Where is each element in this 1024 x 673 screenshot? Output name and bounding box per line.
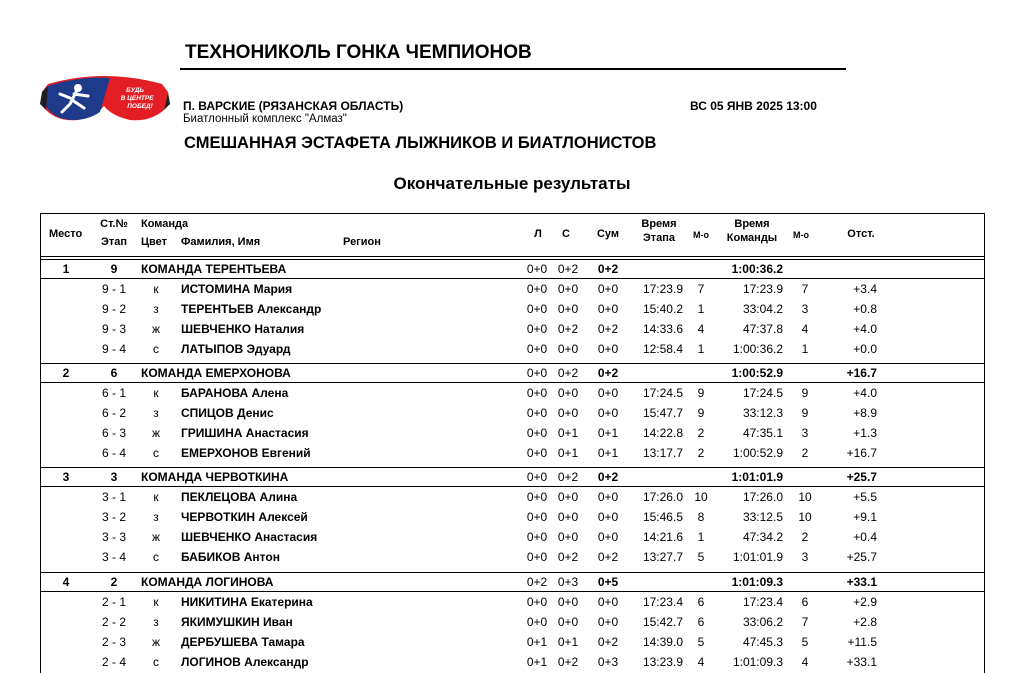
team-sum: 0+5: [597, 575, 619, 589]
venue: Биатлонный комплекс "Алмаз": [183, 113, 347, 125]
athlete-sum: 0+0: [597, 342, 619, 356]
athlete-stage: 9 - 2: [101, 302, 126, 316]
athlete-stage-rank: 9: [697, 386, 705, 400]
team-name: КОМАНДА ЧЕРВОТКИНА: [141, 470, 289, 484]
athlete-row: [41, 423, 984, 443]
team-time: 1:00:52.9: [731, 366, 783, 380]
athlete-row: [41, 383, 984, 403]
athlete-stage-rank: 5: [697, 550, 705, 564]
athlete-team-time: 1:01:01.9: [732, 550, 783, 564]
col-prone: Л: [534, 228, 542, 240]
athlete-prone: 0+0: [526, 490, 548, 504]
athlete-prone: 0+1: [526, 655, 548, 669]
team-behind: +33.1: [846, 575, 877, 589]
athlete-row: [41, 632, 984, 652]
athlete-team-rank: 10: [798, 510, 812, 524]
team-time: 1:00:36.2: [731, 262, 783, 276]
athlete-standing: 0+0: [557, 282, 579, 296]
athlete-stage-time: 14:39.0: [642, 635, 683, 649]
athlete-behind: +5.5: [853, 490, 877, 504]
athlete-color: ж: [151, 635, 161, 649]
athlete-team-time: 33:12.5: [742, 510, 783, 524]
team-standing: 0+2: [557, 262, 579, 276]
athlete-stage-rank: 1: [697, 342, 705, 356]
team-behind: +16.7: [846, 366, 877, 380]
athlete-behind: +4.0: [853, 386, 877, 400]
athlete-team-time: 1:00:52.9: [732, 446, 783, 460]
athlete-name: ШЕВЧЕНКО Анастасия: [181, 530, 318, 544]
athlete-behind: +33.1: [846, 655, 877, 669]
athlete-sum: 0+0: [597, 490, 619, 504]
athlete-standing: 0+0: [557, 510, 579, 524]
athlete-prone: 0+0: [526, 595, 548, 609]
athlete-stage-rank: 4: [697, 322, 705, 336]
col-stage: Этап: [101, 236, 127, 248]
team-place: 4: [62, 575, 70, 589]
athlete-team-rank: 5: [801, 635, 809, 649]
athlete-behind: +1.3: [853, 426, 877, 440]
event-datetime: ВС 05 ЯНВ 2025 13:00: [690, 99, 817, 113]
athlete-color: ж: [151, 530, 161, 544]
team-place: 3: [62, 470, 70, 484]
athlete-row: [41, 339, 984, 359]
team-row: [41, 259, 984, 279]
athlete-sum: 0+2: [597, 550, 619, 564]
athlete-color: с: [153, 655, 159, 669]
team-time: 1:01:01.9: [731, 470, 783, 484]
athlete-stage-time: 14:33.6: [642, 322, 683, 336]
athlete-prone: 0+0: [526, 550, 548, 564]
athlete-row: [41, 547, 984, 567]
team-row: [41, 572, 984, 592]
athlete-color: з: [153, 406, 159, 420]
col-team: Команда: [141, 218, 189, 230]
athlete-stage-time: 17:23.4: [642, 595, 683, 609]
athlete-stage-time: 15:47.7: [642, 406, 683, 420]
athlete-team-rank: 4: [801, 322, 809, 336]
athlete-stage-time: 15:46.5: [642, 510, 683, 524]
athlete-standing: 0+2: [557, 322, 579, 336]
goggles-logo-icon: [40, 70, 170, 132]
col-color: Цвет: [141, 236, 168, 248]
athlete-row: [41, 527, 984, 547]
team-standing: 0+2: [557, 470, 579, 484]
athlete-stage: 3 - 4: [101, 550, 126, 564]
athlete-standing: 0+1: [557, 446, 579, 460]
athlete-row: [41, 279, 984, 299]
team-bib: 3: [110, 470, 118, 484]
athlete-sum: 0+1: [597, 426, 619, 440]
athlete-color: ж: [151, 322, 161, 336]
athlete-standing: 0+0: [557, 386, 579, 400]
athlete-team-time: 1:01:09.3: [732, 655, 783, 669]
athlete-team-rank: 1: [801, 342, 809, 356]
athlete-sum: 0+0: [597, 615, 619, 629]
athlete-stage: 6 - 2: [101, 406, 126, 420]
col-region: Регион: [343, 236, 381, 248]
team-prone: 0+0: [526, 262, 548, 276]
athlete-team-time: 17:24.5: [742, 386, 783, 400]
athlete-stage-rank: 6: [697, 615, 705, 629]
athlete-team-rank: 4: [801, 655, 809, 669]
athlete-stage: 6 - 4: [101, 446, 126, 460]
athlete-name: ЛОГИНОВ Александр: [181, 655, 309, 669]
athlete-standing: 0+0: [557, 406, 579, 420]
athlete-team-time: 47:35.1: [742, 426, 783, 440]
athlete-team-time: 33:12.3: [742, 406, 783, 420]
team-sum: 0+2: [597, 470, 619, 484]
athlete-name: ЧЕРВОТКИН Алексей: [181, 510, 308, 524]
athlete-stage-time: 13:23.9: [642, 655, 683, 669]
athlete-stage-time: 17:26.0: [642, 490, 683, 504]
athlete-team-rank: 7: [801, 282, 809, 296]
athlete-sum: 0+0: [597, 510, 619, 524]
athlete-behind: +0.0: [853, 342, 877, 356]
athlete-standing: 0+2: [557, 550, 579, 564]
col-team-time-2: Команды: [726, 232, 778, 244]
athlete-behind: +0.4: [853, 530, 877, 544]
athlete-row: [41, 443, 984, 463]
athlete-team-rank: 10: [798, 490, 812, 504]
athlete-row: [41, 299, 984, 319]
athlete-row: [41, 652, 984, 672]
logo-lettering: БУДЬ В ЦЕНТРЕ ПОБЕД!: [120, 87, 154, 110]
athlete-sum: 0+0: [597, 302, 619, 316]
athlete-row: [41, 319, 984, 339]
athlete-sum: 0+0: [597, 530, 619, 544]
athlete-stage-rank: 10: [694, 490, 708, 504]
page-title: ТЕХНОНИКОЛЬ ГОНКА ЧЕМПИОНОВ: [185, 42, 532, 63]
athlete-name: СПИЦОВ Денис: [181, 406, 274, 420]
athlete-team-rank: 2: [801, 530, 809, 544]
location: П. ВАРСКИЕ (РЯЗАНСКАЯ ОБЛАСТЬ): [183, 99, 404, 113]
athlete-prone: 0+0: [526, 282, 548, 296]
results-table: [40, 213, 985, 673]
results-subtitle: Окончательные результаты: [393, 174, 631, 193]
athlete-stage: 3 - 2: [101, 510, 126, 524]
athlete-prone: 0+0: [526, 322, 548, 336]
athlete-stage-time: 14:21.6: [642, 530, 683, 544]
athlete-team-time: 33:04.2: [742, 302, 783, 316]
athlete-behind: +2.8: [853, 615, 877, 629]
athlete-color: к: [153, 282, 159, 296]
athlete-name: ЯКИМУШКИН Иван: [181, 615, 293, 629]
athlete-standing: 0+0: [557, 342, 579, 356]
team-name: КОМАНДА ЛОГИНОВА: [141, 575, 274, 589]
athlete-stage-time: 13:17.7: [642, 446, 683, 460]
athlete-stage-rank: 7: [697, 282, 705, 296]
athlete-stage: 9 - 3: [101, 322, 126, 336]
athlete-standing: 0+0: [557, 302, 579, 316]
athlete-name: ИСТОМИНА Мария: [181, 282, 293, 296]
athlete-behind: +3.4: [853, 282, 877, 296]
athlete-team-rank: 6: [801, 595, 809, 609]
team-name: КОМАНДА ТЕРЕНТЬЕВА: [141, 262, 287, 276]
athlete-prone: 0+0: [526, 406, 548, 420]
athlete-color: з: [153, 510, 159, 524]
athlete-name: ТЕРЕНТЬЕВ Александр: [181, 302, 322, 316]
athlete-behind: +9.1: [853, 510, 877, 524]
athlete-sum: 0+3: [597, 655, 619, 669]
athlete-stage: 6 - 1: [101, 386, 126, 400]
athlete-standing: 0+0: [557, 615, 579, 629]
athlete-team-rank: 3: [801, 426, 809, 440]
athlete-color: с: [153, 446, 159, 460]
team-row: [41, 467, 984, 487]
athlete-sum: 0+0: [597, 406, 619, 420]
athlete-stage: 2 - 4: [101, 655, 126, 669]
athlete-color: к: [153, 490, 159, 504]
athlete-row: [41, 403, 984, 423]
athlete-name: ПЕКЛЕЦОВА Алина: [181, 490, 298, 504]
col-team-time-1: Время: [734, 218, 770, 230]
col-stage-rank: М-о: [693, 230, 709, 240]
team-prone: 0+0: [526, 366, 548, 380]
athlete-team-time: 47:37.8: [742, 322, 783, 336]
athlete-stage: 3 - 3: [101, 530, 126, 544]
athlete-sum: 0+2: [597, 635, 619, 649]
athlete-team-rank: 2: [801, 446, 809, 460]
athlete-behind: +11.5: [847, 635, 877, 649]
athlete-stage-rank: 4: [697, 655, 705, 669]
athlete-row: [41, 487, 984, 507]
team-sum: 0+2: [597, 366, 619, 380]
athlete-stage-rank: 2: [697, 446, 705, 460]
team-standing: 0+2: [557, 366, 579, 380]
athlete-team-rank: 3: [801, 550, 809, 564]
athlete-team-time: 47:34.2: [742, 530, 783, 544]
athlete-stage-time: 17:24.5: [642, 386, 683, 400]
col-sum: Сум: [596, 228, 620, 240]
athlete-standing: 0+0: [557, 490, 579, 504]
athlete-stage-rank: 5: [697, 635, 705, 649]
athlete-stage-time: 15:40.2: [642, 302, 683, 316]
athlete-stage-rank: 1: [697, 530, 705, 544]
team-row: [41, 363, 984, 383]
athlete-stage: 6 - 3: [101, 426, 126, 440]
athlete-name: ГРИШИНА Анастасия: [181, 426, 309, 440]
athlete-prone: 0+0: [526, 530, 548, 544]
athlete-stage-rank: 9: [697, 406, 705, 420]
title-underline: [180, 68, 846, 70]
athlete-behind: +8.9: [853, 406, 877, 420]
athlete-stage: 2 - 3: [101, 635, 126, 649]
team-place: 2: [62, 366, 70, 380]
team-bib: 9: [110, 262, 118, 276]
athlete-team-time: 47:45.3: [742, 635, 783, 649]
athlete-prone: 0+0: [526, 426, 548, 440]
col-name: Фамилия, Имя: [181, 236, 261, 248]
col-standing: С: [562, 228, 570, 240]
athlete-row: [41, 592, 984, 612]
athlete-color: з: [153, 615, 159, 629]
athlete-standing: 0+1: [557, 635, 579, 649]
team-time: 1:01:09.3: [731, 575, 783, 589]
athlete-sum: 0+2: [597, 322, 619, 336]
athlete-team-time: 17:26.0: [742, 490, 783, 504]
event-logo: [40, 70, 170, 132]
athlete-stage-time: 12:58.4: [642, 342, 683, 356]
athlete-sum: 0+1: [597, 446, 619, 460]
athlete-prone: 0+0: [526, 510, 548, 524]
athlete-sum: 0+0: [597, 386, 619, 400]
team-behind: +25.7: [846, 470, 877, 484]
athlete-team-time: 33:06.2: [742, 615, 783, 629]
athlete-stage: 3 - 1: [101, 490, 126, 504]
athlete-name: НИКИТИНА Екатерина: [181, 595, 313, 609]
athlete-row: [41, 612, 984, 632]
athlete-name: ДЕРБУШЕВА Тамара: [181, 635, 305, 649]
athlete-stage-rank: 8: [697, 510, 705, 524]
athlete-sum: 0+0: [597, 282, 619, 296]
athlete-team-rank: 9: [801, 406, 809, 420]
col-behind: Отст.: [847, 228, 875, 240]
athlete-color: к: [153, 595, 159, 609]
team-sum: 0+2: [597, 262, 619, 276]
athlete-team-rank: 3: [801, 302, 809, 316]
athlete-stage: 2 - 1: [101, 595, 126, 609]
athlete-team-time: 17:23.4: [742, 595, 783, 609]
athlete-team-rank: 7: [801, 615, 809, 629]
athlete-prone: 0+0: [526, 615, 548, 629]
team-bib: 6: [110, 366, 118, 380]
athlete-prone: 0+0: [526, 342, 548, 356]
athlete-stage-rank: 1: [697, 302, 705, 316]
col-stage-time-2: Этапа: [642, 232, 676, 244]
athlete-stage: 2 - 2: [101, 615, 126, 629]
athlete-color: к: [153, 386, 159, 400]
col-team-rank: М-о: [793, 230, 809, 240]
team-prone: 0+0: [526, 470, 548, 484]
athlete-prone: 0+0: [526, 386, 548, 400]
athlete-name: БАРАНОВА Алена: [181, 386, 289, 400]
athlete-name: БАБИКОВ Антон: [181, 550, 280, 564]
athlete-standing: 0+0: [557, 530, 579, 544]
athlete-name: ШЕВЧЕНКО Наталия: [181, 322, 305, 336]
athlete-stage-time: 17:23.9: [642, 282, 683, 296]
athlete-behind: +2.9: [853, 595, 877, 609]
athlete-stage-time: 15:42.7: [642, 615, 683, 629]
athlete-prone: 0+1: [526, 635, 548, 649]
athlete-color: з: [153, 302, 159, 316]
athlete-behind: +4.0: [853, 322, 877, 336]
athlete-name: ЛАТЫПОВ Эдуард: [181, 342, 291, 356]
athlete-prone: 0+0: [526, 302, 548, 316]
athlete-stage: 9 - 1: [101, 282, 126, 296]
athlete-team-time: 1:00:36.2: [732, 342, 783, 356]
athlete-team-rank: 9: [801, 386, 809, 400]
athlete-sum: 0+0: [597, 595, 619, 609]
athlete-team-time: 17:23.9: [742, 282, 783, 296]
athlete-standing: 0+0: [557, 595, 579, 609]
athlete-stage-rank: 6: [697, 595, 705, 609]
col-bib: Ст.№: [100, 218, 128, 230]
athlete-color: ж: [151, 426, 161, 440]
athlete-row: [41, 507, 984, 527]
athlete-stage-time: 13:27.7: [642, 550, 683, 564]
athlete-stage-rank: 2: [697, 426, 705, 440]
event-title: СМЕШАННАЯ ЭСТАФЕТА ЛЫЖНИКОВ И БИАТЛОНИСТОВ: [184, 134, 657, 152]
athlete-name: ЕМЕРХОНОВ Евгений: [181, 446, 311, 460]
athlete-behind: +25.7: [846, 550, 877, 564]
athlete-color: с: [153, 550, 159, 564]
team-standing: 0+3: [557, 575, 579, 589]
athlete-prone: 0+0: [526, 446, 548, 460]
team-bib: 2: [110, 575, 118, 589]
athlete-behind: +16.7: [846, 446, 877, 460]
athlete-stage: 9 - 4: [101, 342, 126, 356]
athlete-stage-time: 14:22.8: [642, 426, 683, 440]
athlete-color: с: [153, 342, 159, 356]
athlete-standing: 0+2: [557, 655, 579, 669]
team-name: КОМАНДА ЕМЕРХОНОВА: [141, 366, 291, 380]
athlete-behind: +0.8: [853, 302, 877, 316]
table-header: [41, 213, 984, 257]
col-place: Место: [49, 228, 83, 240]
team-place: 1: [62, 262, 70, 276]
team-prone: 0+2: [526, 575, 548, 589]
athlete-standing: 0+1: [557, 426, 579, 440]
col-stage-time-1: Время: [641, 218, 677, 230]
